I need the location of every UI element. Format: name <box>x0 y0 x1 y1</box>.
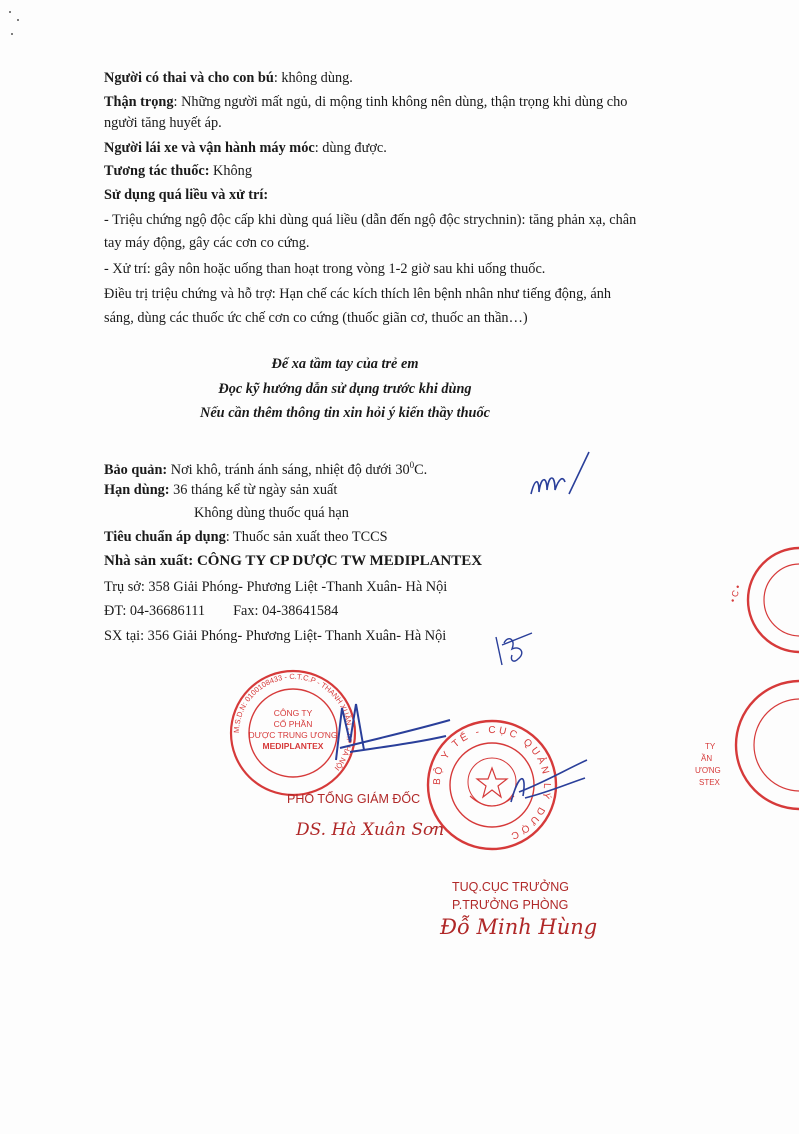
svg-text:ẦN: ẦN <box>701 754 713 763</box>
pregnancy-label: Người có thai và cho con bú <box>104 70 274 86</box>
svg-text:STEX: STEX <box>699 778 720 787</box>
warning-ask-doctor: Nếu cần thêm thông tin xin hỏi ý kiến thầy thuốc <box>200 405 490 421</box>
overdose-line-1: - Triệu chứng ngộ độc cấp khi dùng quá liều (dẫn đến ngộ độc strychnin): tăng phản xạ, chân <box>104 212 637 228</box>
overdose-line-4: Điều trị triệu chứng và hỗ trợ: Hạn chế các kích thích lên bệnh nhân như tiếng động, ánh <box>104 286 612 302</box>
driving-label: Người lái xe và vận hành máy móc <box>104 140 315 156</box>
storage-unit: C. <box>414 461 428 478</box>
manufacturer-label: Nhà sản xuất: <box>104 553 194 569</box>
storage-text: Nơi khô, tránh ánh sáng, nhiệt độ dưới 30 <box>167 461 410 478</box>
company-stamp-line3: DƯỢC TRUNG ƯƠNG <box>248 730 338 740</box>
company-stamp-ring-text: M.S.D.N: 0100108433 - C.T.C.P - THANH XUÂN - T.P HÀ NỘI <box>231 671 355 773</box>
storage-line <box>104 455 427 480</box>
manufacturer-line <box>104 551 482 571</box>
interaction-label: Tương tác thuốc: <box>104 163 210 179</box>
partial-stamp-top-right <box>705 545 799 655</box>
company-stamp-line2: CỔ PHẦN <box>273 719 313 729</box>
storage-label: Bảo quản: <box>104 461 168 478</box>
agency-stamp-ring-text: BỘ Y TẾ - CỤC QUẢN LÝ DƯỢC <box>431 724 553 843</box>
expiry-line <box>104 480 337 500</box>
company-signer-name: DS. Hà Xuân Sơn <box>296 820 445 840</box>
caution-text-2: người tăng huyết áp. <box>104 115 222 131</box>
caution-line <box>104 92 627 112</box>
company-stamp-line4: MEDIPLANTEX <box>262 741 324 751</box>
partial-stamp-mid-right <box>685 675 799 815</box>
manufacturer-hq: Trụ sở: 358 Giải Phóng- Phương Liệt -Thanh Xuân- Hà Nội <box>104 579 448 595</box>
pregnancy-text: : không dùng. <box>273 70 353 86</box>
interaction-text: Không <box>209 163 252 179</box>
caution-text: : Những người mất ngủ, di mộng tinh không nên dùng, thận trọng khi dùng cho <box>173 94 628 110</box>
storage-degree: 0 <box>409 460 415 470</box>
warning-read-instructions: Đọc kỹ hướng dẫn sử dụng trước khi dùng <box>218 381 472 397</box>
company-signer-title: PHÓ TỔNG GIÁM ĐỐC <box>287 792 421 806</box>
standard-line <box>104 527 388 547</box>
svg-text:ƯƠNG: ƯƠNG <box>695 766 721 775</box>
standard-text: : Thuốc sản xuất theo TCCS <box>225 529 388 545</box>
manufacturer-name: CÔNG TY CP DƯỢC TW MEDIPLANTEX <box>193 553 483 569</box>
expiry-label: Hạn dùng: <box>104 482 170 498</box>
overdose-heading: Sử dụng quá liều và xử trí: <box>104 187 269 203</box>
phone-number: ĐT: 04-36686111 <box>104 603 206 619</box>
driving-text: : dùng được. <box>314 140 387 156</box>
overdose-line-2: tay máy động, gây các cơn co cứng. <box>104 235 310 251</box>
agency-signer-title-1: TUQ.CỤC TRƯỞNG <box>452 880 569 894</box>
agency-signer-name: Đỗ Minh Hùng <box>440 915 598 939</box>
initials-scribble-2 <box>492 625 542 675</box>
scan-marks <box>4 6 34 46</box>
initials-scribble <box>525 448 595 508</box>
company-signature-scribble <box>320 690 460 780</box>
caution-label: Thận trọng <box>104 94 174 110</box>
interaction-line <box>104 161 252 181</box>
expiry-text: 36 tháng kể từ ngày sản xuất <box>169 482 338 498</box>
agency-signature-scribble <box>505 752 595 812</box>
driving-line <box>104 138 387 158</box>
warning-children: Để xa tầm tay của trẻ em <box>271 356 419 372</box>
svg-text:• C •: • C • <box>727 583 743 604</box>
overdose-line-3: - Xử trí: gây nôn hoặc uống than hoạt trong vòng 1-2 giờ sau khi uống thuốc. <box>104 261 546 277</box>
fax-number: Fax: 04-38641584 <box>233 603 339 619</box>
manufacturer-factory: SX tại: 356 Giải Phóng- Phương Liệt- Thanh Xuân- Hà Nội <box>104 628 447 644</box>
company-stamp-line1: CÔNG TY <box>273 708 313 718</box>
svg-text:TY: TY <box>705 742 716 751</box>
contact-line <box>104 601 338 621</box>
expiry-text-2: Không dùng thuốc quá hạn <box>194 505 349 521</box>
pregnancy-line <box>104 68 353 88</box>
standard-label: Tiêu chuẩn áp dụng <box>104 529 226 545</box>
agency-signer-title-2: P.TRƯỞNG PHÒNG <box>452 898 569 912</box>
overdose-line-5: sáng, dùng các thuốc ức chế cơn co cứng (thuốc giãn cơ, thuốc an thần…) <box>104 310 528 326</box>
